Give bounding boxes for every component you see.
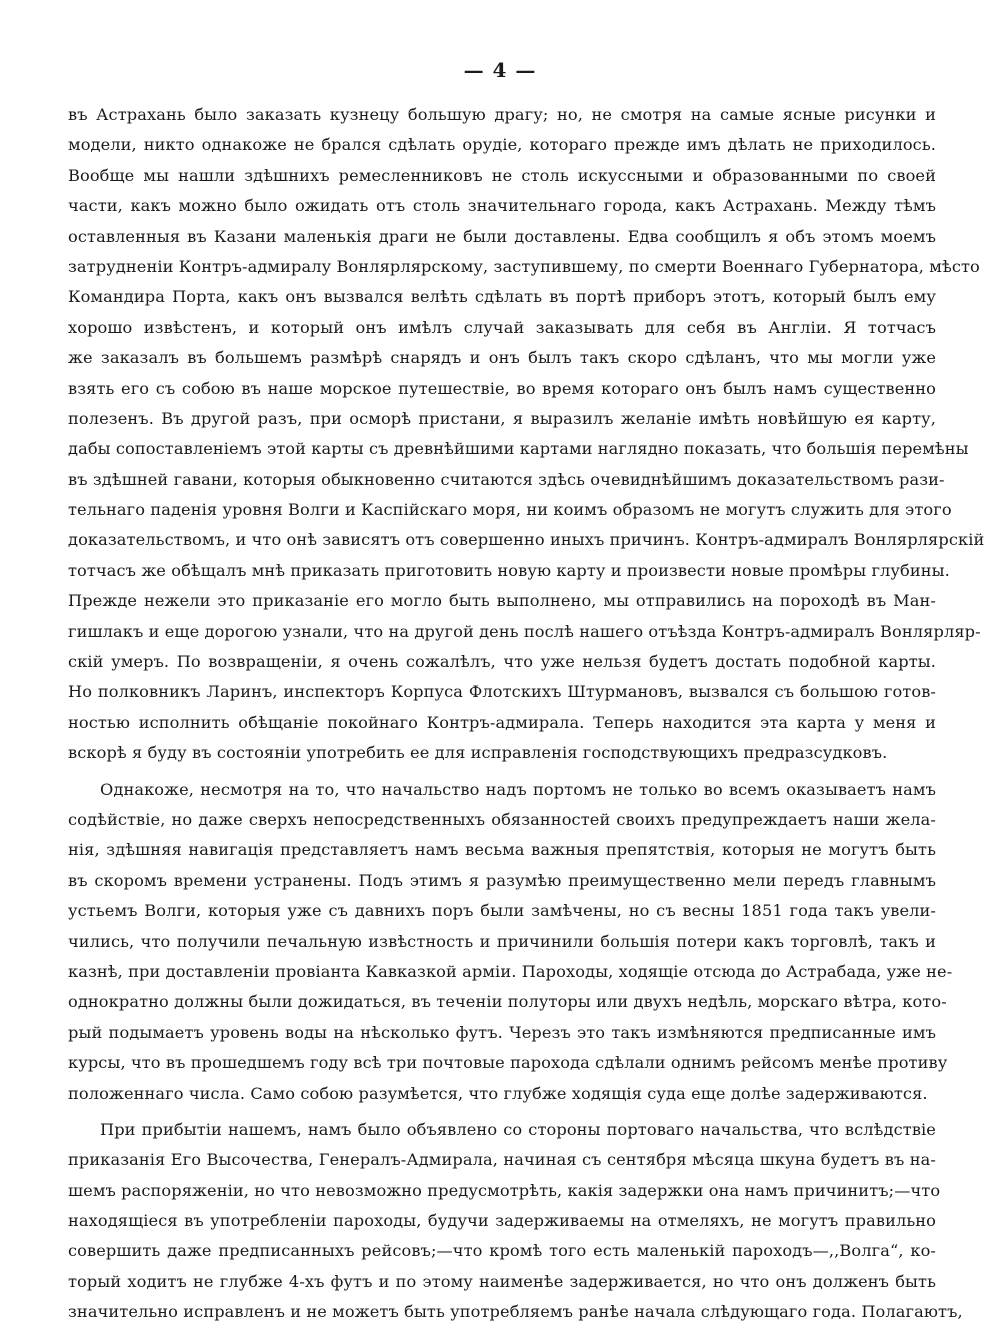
text-line: въ Астрахань было заказать кузнецу большую драгу; но, не смотря на самые ясные рисунки и (68, 105, 936, 124)
text-line: казнѣ, при доставленіи провіанта Кавказкой арміи. Пароходы, ходящіе отсюда до Астрабада, уже не- (68, 961, 953, 981)
text-line: совершить даже предписанныхъ рейсовъ;—что кромѣ того есть маленькій пароходъ—,,Волга“, ко- (68, 1241, 936, 1261)
text-line: При прибытіи нашемъ, намъ было объявлено со стороны портоваго начальства, что вслѣдствіе (100, 1119, 936, 1139)
text-line: Однакоже, несмотря на то, что начальство надъ портомъ не только во всемъ оказываетъ намъ (100, 779, 936, 799)
text-line: приказанія Его Высочества, Генералъ-Адмирала, начиная съ сентября мѣсяца шкуна будетъ въ на- (68, 1150, 936, 1170)
text-line: ностью исполнить обѣщаніе покойнаго Контръ-адмирала. Теперь находится эта карта у меня и (68, 712, 936, 732)
text-line: шемъ распоряженіи, но что невозможно предусмотрѣть, какія задержки она намъ причинитъ;—что (68, 1180, 941, 1200)
text-line: тельнаго паденія уровня Волги и Каспійскаго моря, ни коимъ образомъ не могутъ служить для этого (68, 500, 952, 520)
paragraph (68, 1115, 963, 1328)
text-line: же заказалъ въ большемъ размѣрѣ снарядъ и онъ былъ такъ скоро сдѣланъ, что мы могли уже (68, 348, 936, 368)
text-line: въ здѣшней гавани, которыя обыкновенно считаются здѣсь очевиднѣйшимъ доказательствомъ рази- (68, 469, 945, 489)
text-line: взять его съ собою въ наше морское путешествіе, во время котораго онъ былъ намъ существенно (68, 378, 936, 398)
text-line: хорошо извѣстенъ, и который онъ имѣлъ случай заказывать для себя въ Англіи. Я тотчасъ (68, 317, 936, 337)
text-line: содѣйствіе, но даже сверхъ непосредственныхъ обязанностей своихъ предупреждаетъ наши жела- (68, 809, 936, 829)
text-line: Командира Порта, какъ онъ вызвался велѣть сдѣлать въ портѣ приборъ этотъ, который былъ ему (68, 287, 936, 307)
paragraph (68, 100, 985, 769)
text-line: чились, что получили печальную извѣстность и причинили большія потери какъ торговлѣ, такъ и (68, 931, 936, 951)
text-line: оставленныя въ Казани маленькія драги не были доставлены. Едва сообщилъ я объ этомъ моемъ (68, 226, 936, 246)
text-line: торый ходитъ не глубже 4-хъ футъ и по этому наименѣе задерживается, но что онъ долженъ быть (68, 1271, 936, 1291)
text-line: значительно исправленъ и не можетъ быть употребляемъ ранѣе начала слѣдующаго года. Полагаютъ, (68, 1302, 963, 1322)
text-line: полезенъ. Въ другой разъ, при осморѣ пристани, я выразилъ желаніе имѣть новѣйшую ея карту, (68, 408, 936, 428)
text-line: модели, никто однакоже не брался сдѣлать орудіе, котораго прежде имъ дѣлать не приходилось. (68, 135, 936, 155)
paragraph (68, 775, 953, 1109)
page-number: — 4 — (463, 58, 537, 82)
text-line: положеннаго числа. Само собою разумѣется, что глубже ходящія суда еще долѣе задерживаются. (68, 1083, 928, 1103)
text-line: скій умеръ. По возвращеніи, я очень сожалѣлъ, что уже нельзя будетъ достать подобной карты. (68, 652, 936, 672)
text-line: дабы сопоставленіемъ этой карты съ древнѣйшими картами наглядно показать, что большія перемѣны (68, 439, 969, 459)
text-line: въ скоромъ времени устранены. Подъ этимъ я разумѣю преимущественно мели передъ главнымъ (68, 870, 936, 890)
text-line: части, какъ можно было ожидать отъ столь значительнаго города, какъ Астрахань. Между тѣмъ (68, 196, 936, 216)
text-line: рый подымаетъ уровень воды на нѣсколько футъ. Черезъ это такъ измѣняются предписанные имъ (68, 1022, 936, 1042)
text-line: Прежде нежели это приказаніе его могло быть выполнено, мы отправились на пороходѣ въ Ман- (68, 591, 936, 611)
text-line: гишлакъ и еще дорогою узнали, что на другой день послѣ нашего отъѣзда Контръ-адмиралъ Вонлярляр- (68, 621, 981, 641)
text-line: Вообще мы нашли здѣшнихъ ремесленниковъ не столь искусcными и образованными по своей (68, 165, 936, 185)
text-line: Но полковникъ Ларинъ, инспекторъ Корпуса Флотскихъ Штурмановъ, вызвался съ большою готов- (68, 682, 936, 702)
text-line: нія, здѣшняя навигація представляетъ намъ весьма важныя препятствія, которыя не могутъ быть (68, 840, 936, 860)
text-line: находящіеся въ употребленіи пароходы, будучи задерживаемы на отмеляхъ, не могутъ правильно (68, 1211, 936, 1231)
body-text (68, 100, 985, 1328)
text-line: затрудненіи Контръ-адмиралу Вонлярлярскому, заступившему, по смерти Военнаго Губернатора, мѣсто (68, 256, 980, 276)
text-line: тотчасъ же обѣщалъ мнѣ приказать приготовить новую карту и произвести новые промѣры глубины. (68, 560, 950, 580)
text-line: вскорѣ я буду въ состояніи употребить ее для исправленія господствующихъ предразсудковъ. (68, 743, 888, 763)
text-line: доказательствомъ, и что онѣ зависятъ отъ совершенно иныхъ причинъ. Контръ-адмиралъ Вонлярлярскій (68, 530, 985, 550)
text-line: курсы, что въ прошедшемъ году всѣ три почтовые парохода сдѣлали однимъ рейсомъ менѣе противу (68, 1053, 948, 1073)
text-line: устьемъ Волги, которыя уже съ давнихъ поръ были замѣчены, но съ весны 1851 года такъ увели- (68, 901, 936, 921)
text-line: однократно должны были дожидаться, въ теченіи полуторы или двухъ недѣль, морскаго вѣтра, кото- (68, 992, 947, 1012)
